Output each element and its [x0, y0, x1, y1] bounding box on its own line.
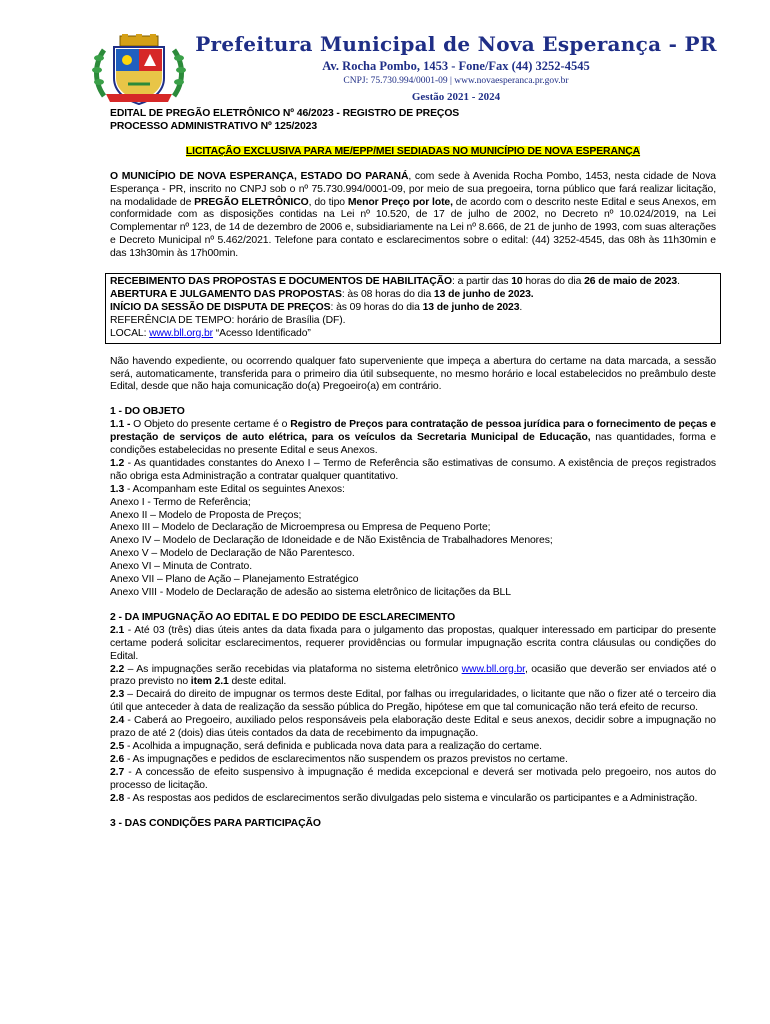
letterhead	[0, 24, 770, 114]
annex-item: Anexo VII – Plano de Ação – Planejamento Estratégico	[110, 574, 359, 586]
header-address: Av. Rocha Pombo, 1453 - Fone/Fax (44) 3252-4545	[322, 59, 590, 73]
header-term: Gestão 2021 - 2024	[411, 91, 501, 103]
header-title: Prefeitura Municipal de Nova Esperança - PR	[195, 32, 717, 56]
annex-item: Anexo IV – Modelo de Declaração de Idoneidade e de Não Existência de Trabalhadores Menores;	[110, 535, 553, 547]
section-3-title: 3 - DAS CONDIÇÕES PARA PARTICIPAÇÃO	[110, 817, 321, 829]
notice-paragraph: Não havendo expediente, ou ocorrendo qualquer fato superveniente que impeça a abertura do certame na data marcada, a sessão será, automaticamente, transferida para o primeiro dia útil subsequente, no mesmo horário e local estabelecidos no preâmbulo deste Edital, desde que não haja comunicação do(a) Pregoeiro(a) em contrário.	[110, 355, 716, 393]
schedule-box	[105, 273, 721, 344]
intro-paragraph: O MUNICÍPIO DE NOVA ESPERANÇA, ESTADO DO PARANÁ, com sede à Avenida Rocha Pombo, 1453, nesta cidade de Nova Esperança - PR, inscrito no CNPJ sob o nº 75.730.994/0001-09, por meio de sua pregoeira, torna público que fará realizar licitação, na modalidade de PREGÃO ELETRÔNICO, do tipo Menor Preço por lote, de acordo com o descrito neste Edital e seus Anexos, em conformidade com as disposições contidas na Lei nº 10.520, de 17 de julho de 2002, no Decreto nº 10.024/2019, na Lei Complementar nº 123, de 14 de dezembro de 2006 e, subsidiariamente na Lei nº 8.666, de 21 de junho de 1993, com suas alterações e Decreto Municipal nº 5.462/2021. Telefone para contato e esclarecimentos sobre o edital: (44) 3252-4545, das 08h às 11h30min e das 13h30min às 17h00min.	[110, 170, 716, 260]
clause-2-8: 2.8 - As respostas aos pedidos de esclarecimentos serão divulgadas pelo sistema e vincularão os participantes e a Administração.	[110, 792, 698, 804]
annex-item: Anexo V – Modelo de Declaração de Não Parentesco.	[110, 548, 355, 560]
edital-title: EDITAL DE PREGÃO ELETRÔNICO Nº 46/2023 - REGISTRO DE PREÇOS	[110, 108, 460, 119]
clause-2-6: 2.6 - As impugnações e pedidos de esclarecimentos não suspendem os prazos previstos no certame.	[110, 753, 568, 765]
schedule-location: LOCAL: www.bll.org.br “Acesso Identificado”	[110, 327, 311, 339]
exclusive-notice: LICITAÇÃO EXCLUSIVA PARA ME/EPP/MEI SEDIADAS NO MUNICÍPIO DE NOVA ESPERANÇA	[185, 145, 641, 157]
clause-1-2: 1.2 - As quantidades constantes do Anexo I – Termo de Referência são estimativas de consumo. A existência de preços registrados não obriga esta Administração a contratar qualquer quantitativo.	[110, 457, 716, 482]
annex-item: Anexo I - Termo de Referência;	[110, 496, 251, 508]
clause-2-2: 2.2 – As impugnações serão recebidas via plataforma no sistema eletrônico www.bll.org.br, ocasião que deverão ser enviados até o prazo previsto no item 2.1 deste edital.	[110, 663, 716, 688]
clause-2-3: 2.3 – Decairá do direito de impugnar os termos deste Edital, por falhas ou irregularidades, o licitante que não o fizer até o terceiro dia útil que anteceder à data de realização da sessão pública do Pregão, hipótese em que tal comunicação não terá efeito de recurso.	[110, 689, 716, 714]
schedule-time-reference: REFERÊNCIA DE TEMPO: horário de Brasília (DF).	[110, 314, 346, 326]
clause-2-1: 2.1 - Até 03 (três) dias úteis antes da data fixada para o julgamento das propostas, qualquer interessado em participar do presente certame poderá solicitar esclarecimentos, requerer providências ou formular impugnação escrita contra cláusulas ou condições do Edital.	[110, 624, 716, 662]
section-1-title: 1 - DO OBJETO	[110, 406, 185, 418]
clause-1-1: 1.1 - O Objeto do presente certame é o Registro de Preços para contratação de pessoa jurídica para o fornecimento de peças e prestação de serviços de auto elétrica, para os veículos da Secretaria Municipal de Educação, nas quantidades, forma e condições estabelecidas no presente Edital e seus Anexos.	[110, 419, 716, 457]
header-cnpj-site: CNPJ: 75.730.994/0001-09 | www.novaesperanca.pr.gov.br	[343, 76, 569, 86]
section-2-title: 2 - DA IMPUGNAÇÃO AO EDITAL E DO PEDIDO DE ESCLARECIMENTO	[110, 611, 456, 623]
schedule-reception: RECEBIMENTO DAS PROPOSTAS E DOCUMENTOS DE HABILITAÇÃO: a partir das 10 horas do dia 26 de maio de 2023.	[110, 276, 680, 288]
annex-item: Anexo III – Modelo de Declaração de Microempresa ou Empresa de Pequeno Porte;	[110, 522, 491, 534]
annex-item: Anexo VI – Minuta de Contrato.	[110, 561, 252, 573]
clause-2-7: 2.7 - A concessão de efeito suspensivo à impugnação é medida excepcional e deverá ser motivada pelo pregoeiro, nos autos do processo de licitação.	[110, 766, 716, 791]
process-title: PROCESSO ADMINISTRATIVO Nº 125/2023	[110, 120, 318, 132]
clause-1-3: 1.3 - Acompanham este Edital os seguintes Anexos:	[110, 483, 345, 495]
municipal-coat-of-arms-icon	[90, 34, 188, 108]
clause-2-5: 2.5 - Acolhida a impugnação, será definida e publicada nova data para a realização do certame.	[110, 740, 542, 752]
schedule-opening: ABERTURA E JULGAMENTO DAS PROPOSTAS: às 08 horas do dia 13 de junho de 2023.	[110, 288, 534, 300]
annex-item: Anexo VIII - Modelo de Declaração de adesão ao sistema eletrônico de licitações da BLL	[110, 587, 511, 598]
document-body	[110, 108, 716, 830]
annex-item: Anexo II – Modelo de Proposta de Preços;	[110, 509, 302, 521]
clause-2-4: 2.4 - Caberá ao Pregoeiro, auxiliado pelos responsáveis pela elaboração deste Edital e seus anexos, decidir sobre a impugnação no prazo de até 2 (dois) dias úteis contados da data de recebimento da impugnação.	[110, 715, 716, 740]
bll-link[interactable]: www.bll.org.br	[149, 327, 214, 339]
schedule-dispute: INÍCIO DA SESSÃO DE DISPUTA DE PREÇOS: às 09 horas do dia 13 de junho de 2023.	[110, 301, 523, 313]
bll-link[interactable]: www.bll.org.br	[461, 663, 525, 675]
